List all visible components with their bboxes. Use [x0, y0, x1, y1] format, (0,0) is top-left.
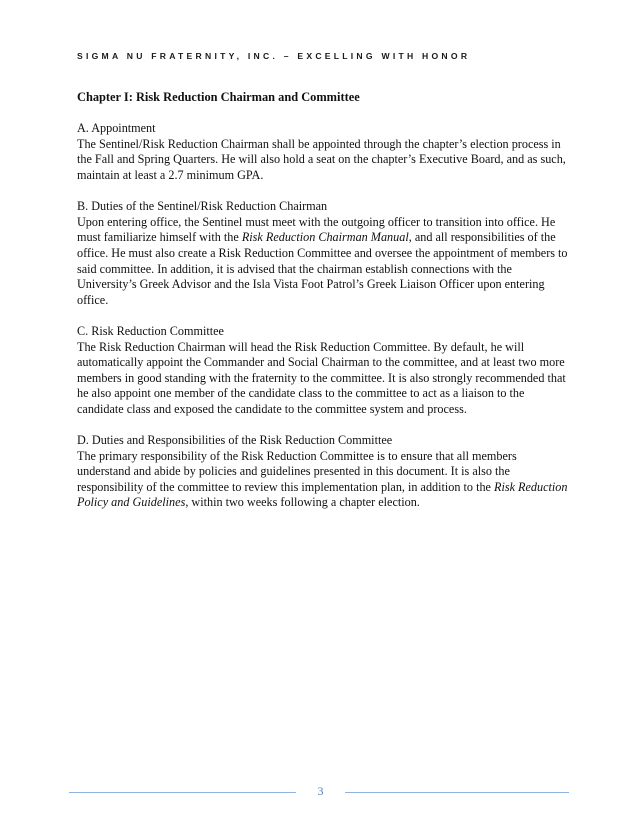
footer-rule-left	[69, 792, 296, 793]
section-heading: D. Duties and Responsibilities of the Risk Reduction Committee	[77, 433, 393, 448]
paragraph-text: Upon entering office, the Sentinel must meet with the outgoing officer to transition into office. He must familiarize himself with the	[77, 214, 556, 245]
section-heading: B. Duties of the Sentinel/Risk Reduction Chairman	[77, 199, 328, 214]
section-committee	[77, 324, 569, 418]
section-paragraph	[77, 215, 569, 309]
footer-rule-right	[345, 792, 569, 793]
section-heading: C. Risk Reduction Committee	[77, 323, 224, 338]
paragraph-text: , within two weeks following a chapter election.	[185, 495, 420, 510]
chapter-title: Chapter I: Risk Reduction Chairman and Committee	[77, 90, 360, 104]
section-committee-duties	[77, 433, 569, 511]
manual-title: Risk Reduction Chairman Manual	[241, 230, 409, 245]
section-paragraph	[77, 449, 569, 511]
document-body	[77, 90, 569, 527]
policy-title: Risk Reduction Policy and Guidelines	[77, 479, 568, 510]
section-duties-chairman	[77, 199, 569, 308]
section-paragraph: The Risk Reduction Chairman will head the Risk Reduction Committee. By default, he will automatically appoint the Commander and Social Chairman to the committee, and at least two more members in good standing with the fraternity to the committee. It is also strongly recommended that he also appoint one member of the candidate class to the committee to act as a liaison to the candidate class and exposed the candidate to the committee system and process.	[77, 339, 566, 416]
running-header: SIGMA NU FRATERNITY, INC. – EXCELLING WITH HONOR	[77, 51, 471, 61]
section-paragraph: The Sentinel/Risk Reduction Chairman shall be appointed through the chapter’s election process in the Fall and Spring Quarters. He will also hold a seat on the chapter’s Executive Board, and as such, maintain at least a 2.7 minimum GPA.	[77, 136, 566, 182]
page-number: 3	[317, 784, 324, 798]
paragraph-text: , and all responsibilities of the office. He must also create a Risk Reduction Committee and oversee the appointment of members to said committee. In addition, it is advised that the chairman establish connections with the University’s Greek Advisor and the Isla Vista Foot Patrol’s Greek Liaison Officer upon entering office.	[77, 230, 568, 307]
section-heading: A. Appointment	[77, 121, 156, 136]
paragraph-text: The primary responsibility of the Risk Reduction Committee is to ensure that all members understand and abide by policies and guidelines presented in this document. It is also the responsibility of the committee to review this implementation plan, in addition to the	[77, 448, 517, 494]
section-appointment	[77, 121, 569, 183]
